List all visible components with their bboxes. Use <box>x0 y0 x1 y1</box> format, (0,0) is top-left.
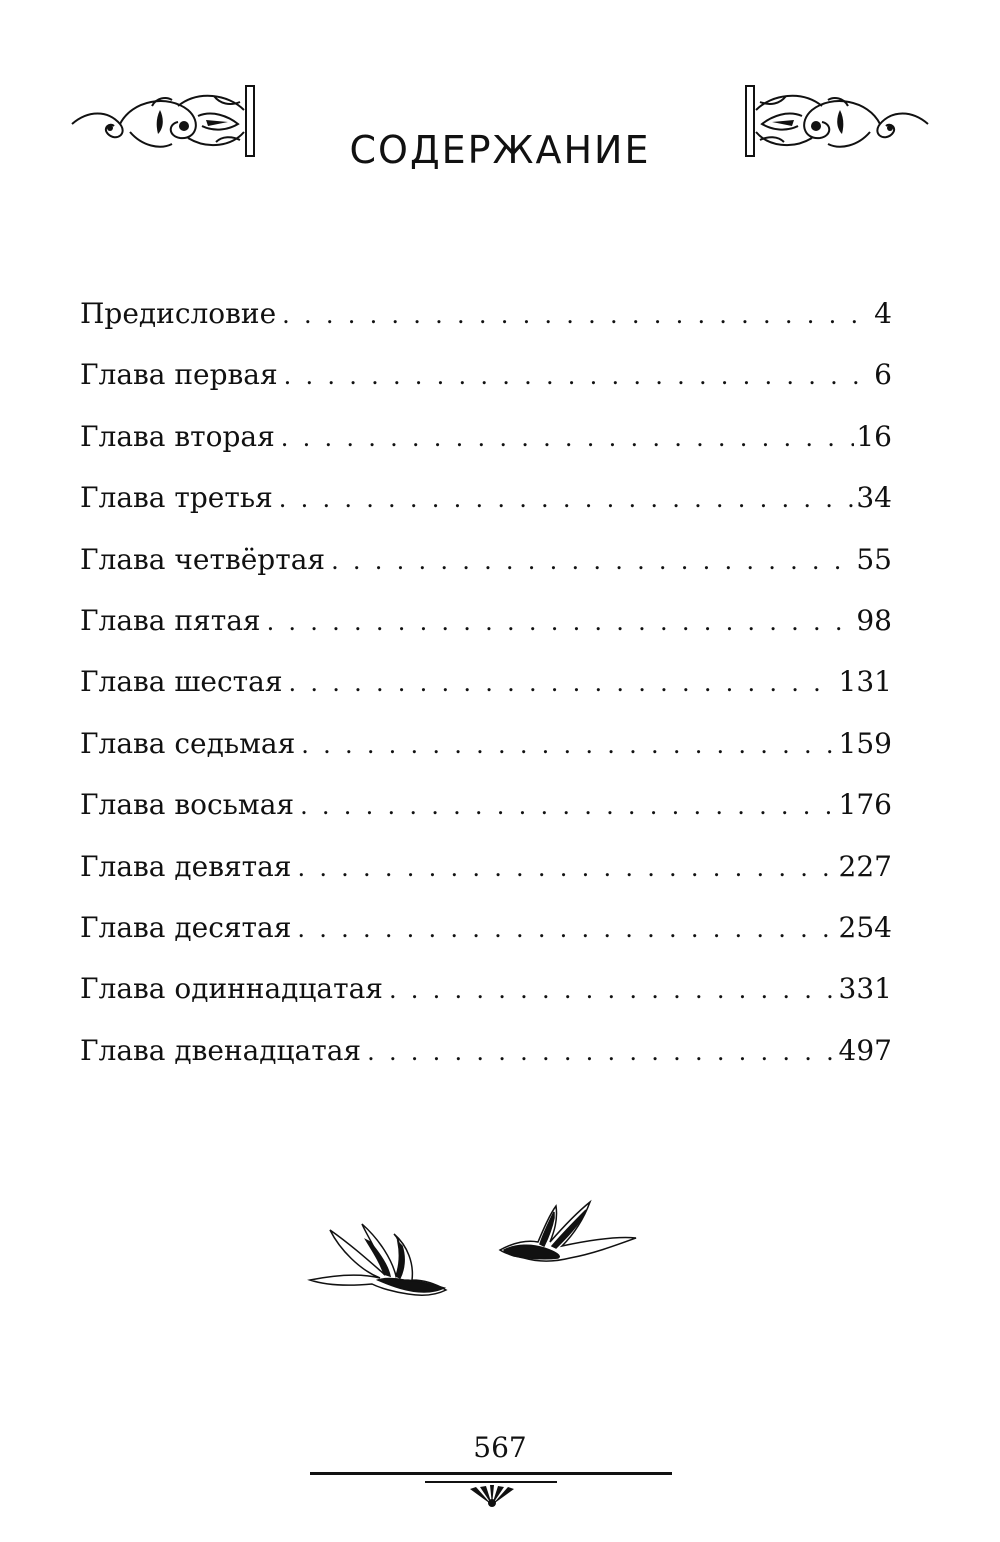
toc-entry-page: 227 <box>838 849 892 883</box>
toc-entry-page: 176 <box>838 788 892 822</box>
toc-dot-leader <box>331 537 854 585</box>
toc-dot-leader <box>282 291 872 339</box>
toc-entry-page: 331 <box>838 972 892 1006</box>
toc-dot-leader <box>367 1028 836 1076</box>
toc-entry-label: Глава первая <box>80 358 278 392</box>
toc-dot-leader <box>284 352 873 400</box>
toc-entry-page: 4 <box>874 297 892 330</box>
toc-entry-label: Глава четвёртая <box>80 542 326 576</box>
page-number: 567 <box>473 1431 527 1464</box>
toc-entry-page: 55 <box>856 542 892 576</box>
toc-entry-label: Глава шестая <box>80 665 283 699</box>
toc-entry[interactable] <box>80 597 892 658</box>
swallow-left-icon <box>310 1224 446 1295</box>
fan-ornament-icon <box>462 1485 522 1507</box>
toc-entry-label: Глава пятая <box>80 603 261 637</box>
toc-dot-leader <box>281 414 855 462</box>
toc-entry-label: Предисловие <box>80 297 277 330</box>
toc-entry[interactable] <box>80 474 892 535</box>
toc-entry-page: 16 <box>856 419 892 453</box>
footer-rule-short <box>425 1481 557 1483</box>
toc-dot-leader <box>301 721 836 769</box>
toc-entry[interactable] <box>80 536 892 597</box>
toc-entry[interactable] <box>80 1027 892 1088</box>
toc-entry[interactable] <box>80 843 892 904</box>
toc-entry-label: Глава вторая <box>80 419 275 453</box>
toc-entry-label: Глава двенадцатая <box>80 1033 362 1067</box>
swallow-right-icon <box>500 1202 636 1261</box>
toc-entry-page: 254 <box>838 910 892 944</box>
toc-dot-leader <box>279 475 855 523</box>
toc-entry-page: 497 <box>838 1033 892 1067</box>
footer-rule <box>310 1472 672 1475</box>
toc-entry-label: Глава одиннадцатая <box>80 972 383 1006</box>
toc-entry[interactable] <box>80 658 892 719</box>
toc-entry-page: 34 <box>856 481 892 515</box>
toc-dot-leader <box>267 598 855 646</box>
swallows-icon <box>300 1170 650 1320</box>
toc-entry-label: Глава третья <box>80 481 273 515</box>
left-ornament-icon <box>68 80 278 160</box>
toc-dot-leader <box>297 905 836 953</box>
toc-entry[interactable] <box>80 904 892 965</box>
page-title: СОДЕРЖАНИЕ <box>349 128 651 173</box>
toc-entry[interactable] <box>80 290 892 351</box>
toc-entry-label: Глава девятая <box>80 849 292 883</box>
toc-dot-leader <box>300 782 836 830</box>
toc-entry-label: Глава седьмая <box>80 726 296 760</box>
toc-entry[interactable] <box>80 781 892 842</box>
toc-entry[interactable] <box>80 720 892 781</box>
table-of-contents <box>80 290 892 1088</box>
toc-entry[interactable] <box>80 413 892 474</box>
toc-dot-leader <box>297 844 836 892</box>
toc-entry-page: 131 <box>838 665 892 699</box>
toc-entry[interactable] <box>80 965 892 1026</box>
toc-entry-label: Глава десятая <box>80 910 292 944</box>
toc-entry[interactable] <box>80 351 892 412</box>
toc-entry-page: 159 <box>838 726 892 760</box>
toc-dot-leader <box>289 659 837 707</box>
toc-entry-page: 98 <box>856 603 892 637</box>
toc-entry-label: Глава восьмая <box>80 788 295 822</box>
page-header <box>0 80 1000 173</box>
toc-dot-leader <box>389 966 837 1014</box>
toc-entry-page: 6 <box>874 358 892 392</box>
right-ornament-icon <box>722 80 932 160</box>
